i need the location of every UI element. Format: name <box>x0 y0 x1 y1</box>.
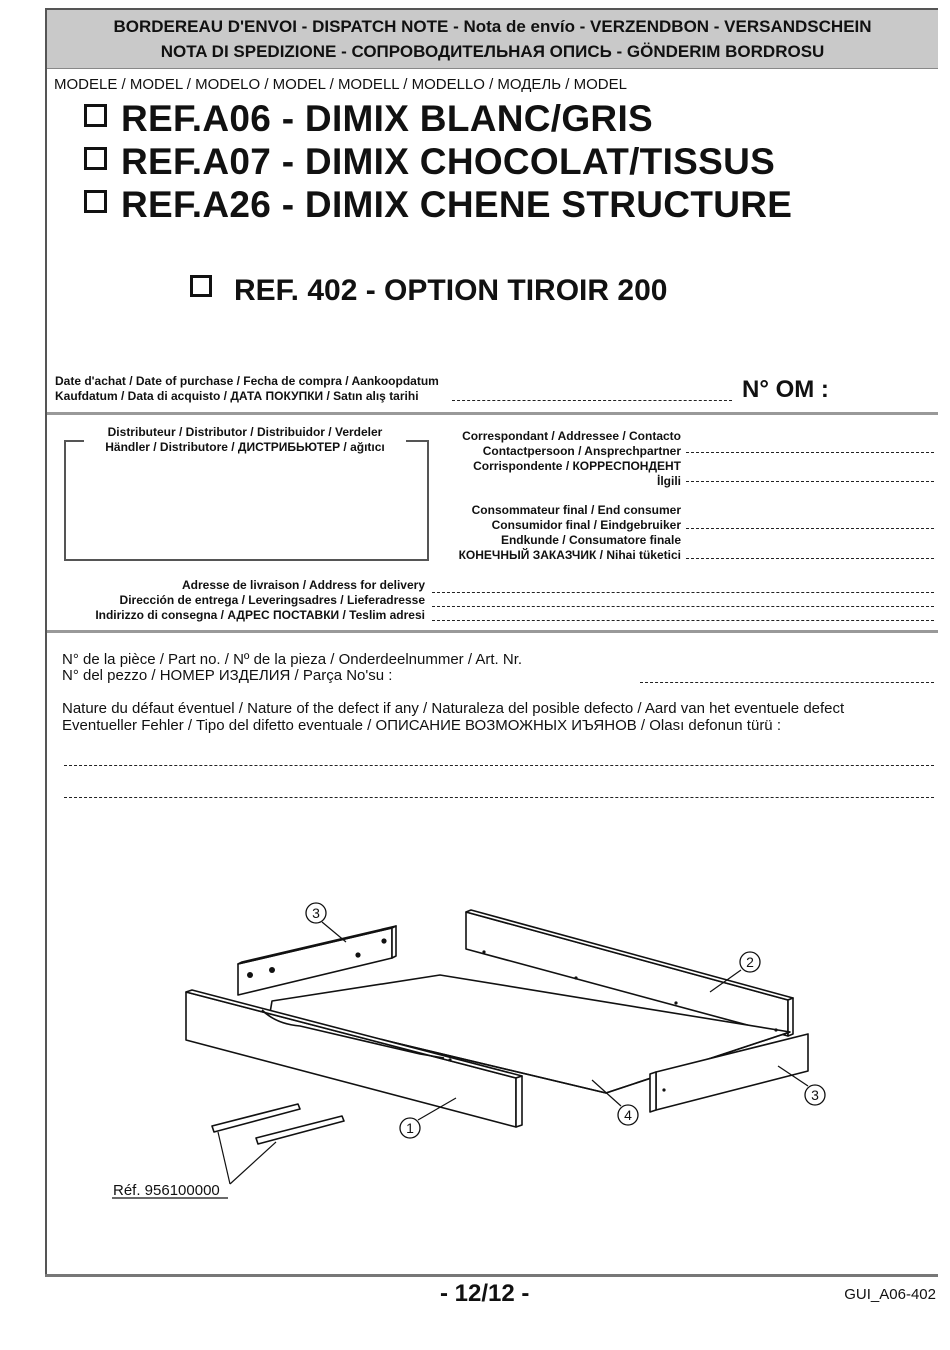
defect-field-1[interactable] <box>64 765 934 766</box>
correspondant-label-2: Contactpersoon / Ansprechpartner <box>482 444 681 458</box>
defect-label-2: Eventueller Fehler / Tipo del difetto eventuale / ОПИСАНИЕ ВОЗМОЖНЫХ ИЪЯНОВ / Olası defonun türü : <box>62 717 781 734</box>
part-number-label-1: N° de la pièce / Part no. / Nº de la pieza / Onderdeelnummer / Art. Nr. <box>62 651 523 668</box>
header-title-line1: BORDEREAU D'ENVOI - DISPATCH NOTE - Nota de envío - VERZENDBON - VERSANDSCHEIN <box>113 17 872 36</box>
checkbox-icon[interactable] <box>84 190 107 213</box>
defect-field-2[interactable] <box>64 797 934 798</box>
side-panel-left-part-3 <box>238 928 392 995</box>
ref-option-402[interactable] <box>190 274 667 308</box>
rail-right <box>256 1116 344 1144</box>
header-title-line2: NOTA DI SPEDIZIONE - СОПРОВОДИТЕЛЬНАЯ ОПИСЬ - GÖNDERIM BORDROSU <box>160 42 825 61</box>
delivery-field-2[interactable] <box>432 606 934 607</box>
option-ref-label: REF. 402 - OPTION TIROIR 200 <box>234 274 668 307</box>
rail-left <box>212 1104 300 1132</box>
correspondant-label-4: İlgili <box>657 474 681 488</box>
distributor-label-line2: Händler / Distributore / ДИСТРИБЬЮТЕР / ağıtıcı <box>105 440 385 454</box>
rail-reference-label: Réf. 956100000 <box>113 1182 220 1199</box>
checkbox-icon[interactable] <box>190 275 212 297</box>
delivery-field-1[interactable] <box>432 592 934 593</box>
consumer-label-1: Consommateur final / End consumer <box>471 503 681 517</box>
defect-label-1: Nature du défaut éventuel / Nature of the defect if any / Naturaleza del posible defecto / Aard van het eventuele defect <box>62 700 845 717</box>
correspondant-field-2[interactable] <box>686 481 934 482</box>
document-code: GUI_A06-402 <box>844 1286 936 1303</box>
consumer-field-2[interactable] <box>686 558 934 559</box>
part-number-field[interactable] <box>640 682 934 683</box>
purchase-date-label-1: Date d'achat / Date of purchase / Fecha de compra / Aankoopdatum <box>55 374 439 388</box>
distributor-box[interactable] <box>64 440 429 561</box>
drawer-assembly-diagram <box>0 890 950 1210</box>
ref-label: REF.A06 - DIMIX BLANC/GRIS <box>121 98 654 139</box>
callout-2: 2 <box>746 954 754 970</box>
model-label: MODELE / MODEL / MODELO / MODEL / MODELL / MODELLO / МОДЕЛЬ / MODEL <box>54 76 627 93</box>
purchase-date-label-2: Kaufdatum / Data di acquisto / ДАТА ПОКУПКИ / Satın alış tarihi <box>55 389 419 403</box>
delivery-label-1: Adresse de livraison / Address for delivery <box>182 578 425 592</box>
ref-option-a26[interactable] <box>84 184 792 226</box>
ref-label: REF.A07 - DIMIX CHOCOLAT/TISSUS <box>121 141 776 182</box>
callout-4: 4 <box>624 1107 632 1123</box>
divider <box>47 630 938 633</box>
callout-3-left: 3 <box>312 905 320 921</box>
consumer-label-3: Endkunde / Consumatore finale <box>500 533 681 547</box>
consumer-label-4: КОНЕЧНЫЙ ЗАКАЗЧИК / Nihai tüketici <box>458 548 681 562</box>
consumer-label-2: Consumidor final / Eindgebruiker <box>491 518 681 532</box>
om-number-label: N° OM : <box>742 376 829 403</box>
part-number-label-2: N° del pezzo / НОМЕР ИЗДЕЛИЯ / Parça No'su : <box>62 667 393 684</box>
correspondant-label-3: Corrispondente / КОРРЕСПОНДЕНТ <box>473 459 681 473</box>
ref-option-a06[interactable] <box>84 98 653 140</box>
delivery-field-3[interactable] <box>432 620 934 621</box>
divider <box>47 412 938 415</box>
consumer-field-1[interactable] <box>686 528 934 529</box>
ref-label: REF.A26 - DIMIX CHENE STRUCTURE <box>121 184 793 225</box>
ref-option-a07[interactable] <box>84 141 775 183</box>
delivery-label-2: Dirección de entrega / Leveringsadres / Lieferadresse <box>119 593 425 607</box>
correspondant-label-1: Correspondant / Addressee / Contacto <box>462 429 681 443</box>
callout-1: 1 <box>406 1120 414 1136</box>
page-number: - 12/12 - <box>440 1280 530 1307</box>
distributor-label <box>84 425 406 455</box>
callout-3-right: 3 <box>811 1087 819 1103</box>
checkbox-icon[interactable] <box>84 147 107 170</box>
delivery-label-3: Indirizzo di consegna / АДРЕС ПОСТАВКИ / Teslim adresi <box>95 608 425 622</box>
header-banner <box>47 10 938 69</box>
purchase-date-field[interactable] <box>452 400 732 401</box>
frame-bottom <box>45 1274 938 1277</box>
checkbox-icon[interactable] <box>84 104 107 127</box>
distributor-label-line1: Distributeur / Distributor / Distribuidor / Verdeler <box>107 425 383 439</box>
correspondant-field-1[interactable] <box>686 452 934 453</box>
